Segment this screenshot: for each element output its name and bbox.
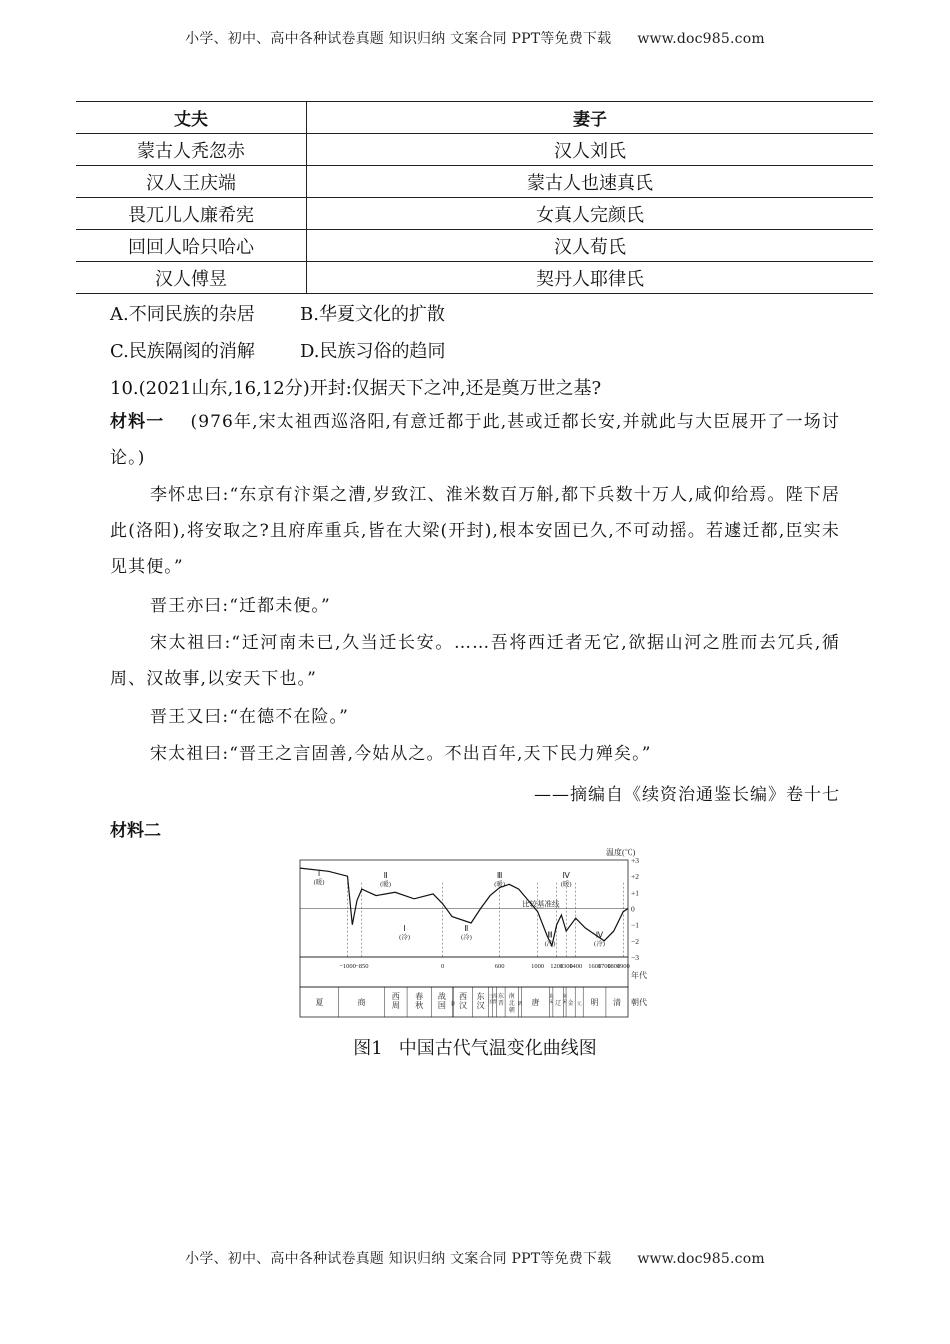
- table-cell: 契丹人耶律氏: [307, 262, 874, 294]
- y-tick-label: −3: [631, 953, 639, 962]
- table-row: [76, 230, 873, 262]
- dynasty-label: 商: [357, 998, 366, 1007]
- period-label: Ⅰ: [403, 924, 406, 934]
- chart-frame: [300, 847, 647, 1017]
- x-tick-label: 1600: [588, 963, 602, 970]
- table-cell: 汉人刘氏: [307, 134, 874, 166]
- table-row: [76, 198, 873, 230]
- page-header: [0, 28, 950, 48]
- dynasty-axis-title: 朝代: [631, 998, 647, 1007]
- dynasty-char: 晋: [497, 1001, 504, 1007]
- x-tick-label: 1000: [531, 963, 545, 970]
- period-note: (暖): [313, 879, 325, 887]
- material1-p3: 宋太祖曰:“迁河南未已,久当迁长安。……吾将西迁者无它,欲据山河之胜而去冗兵,循周、汉故事,以安天下也。”: [110, 633, 840, 689]
- period-label: Ⅰ: [317, 869, 321, 879]
- dynasty-label: 金: [567, 1001, 574, 1007]
- y-tick-label: 0: [631, 904, 635, 914]
- y-tick-label: −2: [631, 936, 639, 946]
- y-tick-label: +1: [631, 888, 639, 898]
- dynasty-char: 战: [437, 992, 446, 1001]
- table-cell: 汉人王庆端: [76, 166, 307, 198]
- x-tick-label: 1300: [559, 963, 573, 970]
- dynasty-char: 东: [476, 992, 485, 1001]
- period-label: Ⅱ: [464, 924, 469, 934]
- option-a: A.不同民族的杂居: [110, 304, 255, 325]
- dynasty-label: 元: [576, 1001, 582, 1006]
- table-header-husband: 丈夫: [76, 102, 307, 134]
- x-tick-label: 1400: [569, 963, 583, 970]
- x-axis-title: 年代: [631, 971, 647, 980]
- table-cell: 蒙古人秃忽赤: [76, 134, 307, 166]
- dynasty-label: 夏: [315, 998, 324, 1007]
- y-tick-label: +3: [631, 856, 639, 865]
- option-c: C.民族隔阂的消解: [110, 341, 255, 362]
- dynasty-char: 晋: [492, 998, 497, 1004]
- dynasty-label: 明: [590, 998, 599, 1007]
- period-note: (暖): [380, 880, 391, 888]
- baseline-label: 比较基准线: [522, 899, 560, 909]
- table-cell: 畏兀儿人廉希宪: [76, 198, 307, 230]
- x-tick-label: −1000: [339, 963, 356, 970]
- x-tick-label: 600: [494, 963, 505, 970]
- x-tick-label: 0: [440, 963, 445, 970]
- table-row: [76, 262, 873, 294]
- material1-p2: 晋王亦曰:“迁都未便。”: [150, 596, 331, 616]
- table-header-row: [76, 102, 873, 134]
- table-cell: 回回人哈只哈心: [76, 230, 307, 262]
- table-cell: 女真人完颜氏: [307, 198, 874, 230]
- dynasty-char: 东: [497, 994, 504, 1000]
- dynasty-label: 清: [612, 998, 621, 1007]
- option-b: B.华夏文化的扩散: [300, 304, 445, 325]
- dynasty-char: 秋: [415, 1001, 424, 1010]
- table-cell: 汉人荀氏: [307, 230, 874, 262]
- dynasty-char: 国: [488, 998, 493, 1004]
- period-label: Ⅳ: [562, 870, 570, 880]
- y-tick-label: −1: [631, 920, 639, 930]
- figure-title: 中国古代气温变化曲线图: [398, 1038, 597, 1059]
- temperature-chart: [298, 845, 658, 1020]
- figure-caption: [0, 1034, 950, 1060]
- period-label: Ⅲ: [496, 870, 503, 880]
- dynasty-char: 三: [488, 993, 493, 999]
- page-footer: [0, 1248, 950, 1268]
- dynasty-label: 唐: [531, 998, 540, 1007]
- material2-label: 材料二: [110, 821, 161, 841]
- option-d: D.民族习俗的趋同: [300, 341, 446, 362]
- dynasty-char: 宋: [562, 998, 567, 1004]
- y-axis-title: 温度(℃): [606, 848, 636, 857]
- dynasty-char: 国: [437, 1001, 446, 1010]
- period-note: (冷): [544, 940, 556, 948]
- table-cell: 蒙古人也速真氏: [307, 166, 874, 198]
- dynasty-char: 西: [391, 992, 400, 1001]
- dynasty-label: 辽: [555, 1001, 562, 1007]
- period-label: Ⅳ: [595, 930, 604, 940]
- figure-number: 图1: [353, 1038, 383, 1059]
- period-label: Ⅱ: [383, 870, 388, 880]
- dynasty-label: 隋: [517, 1001, 523, 1006]
- table-row: [76, 134, 873, 166]
- period-note: (暖): [494, 880, 506, 888]
- dynasty-char: 北: [508, 1001, 515, 1007]
- material1-intro-text: (976年,宋太祖西巡洛阳,有意迁都于此,甚或迁都长安,并就此与大臣展开了一场讨论。): [110, 412, 840, 468]
- x-tick-label: −850: [355, 963, 369, 970]
- table-cell: 汉人傅昱: [76, 262, 307, 294]
- dynasty-char: 周: [391, 1001, 400, 1010]
- dynasty-char: 汉: [476, 1001, 485, 1010]
- dynasty-char: 宋: [548, 998, 554, 1004]
- question-10: 10.(2021山东,16,12分)开封:仅据天下之冲,还是奠万世之基?: [110, 378, 602, 399]
- year-band: [300, 957, 628, 987]
- footer-url: www.doc985.com: [637, 1251, 765, 1267]
- y-tick-label: +2: [631, 872, 639, 882]
- table-header-wife: 妻子: [307, 102, 874, 134]
- dynasty-char: 北: [548, 993, 554, 999]
- period-label: Ⅲ: [547, 930, 553, 940]
- header-url: www.doc985.com: [637, 31, 765, 47]
- period-note: (冷): [594, 940, 605, 948]
- material1-p5: 宋太祖曰:“晋王之言固善,今姑从之。不出百年,天下民力殚矣。”: [150, 744, 652, 764]
- dynasty-char: 西: [492, 993, 497, 999]
- material1-p4: 晋王又曰:“在德不在险。”: [150, 707, 349, 727]
- dynasty-char: 西: [459, 992, 468, 1001]
- x-tick-label: 1800: [607, 963, 621, 970]
- period-note: (冷): [399, 934, 411, 942]
- dynasty-label: 秦: [450, 1001, 456, 1006]
- table-row: [76, 166, 873, 198]
- dynasty-char: 南: [562, 993, 567, 999]
- material1-p1: 李怀忠曰:“东京有汴渠之漕,岁致江、淮米数百万斛,都下兵数十万人,咸仰给焉。陛下居此(洛阳),将安取之?且府库重兵,皆在大梁(开封),根本安固已久,不可动摇。若遽迁都,臣实未见其便。”: [110, 485, 840, 577]
- x-tick-label: 1700: [597, 963, 611, 970]
- x-tick-label: 1200: [550, 963, 564, 970]
- x-tick-label: 1900: [616, 963, 630, 970]
- marriage-table: [76, 101, 873, 294]
- footer-text: 小学、初中、高中各种试卷真题 知识归纳 文案合同 PPT等免费下载: [185, 1251, 612, 1267]
- dynasty-char: 汉: [459, 1001, 468, 1010]
- dynasty-char: 朝: [508, 1008, 515, 1014]
- period-note: (暖): [560, 880, 572, 888]
- dynasty-char: 南: [508, 994, 515, 1000]
- period-note: (冷): [460, 934, 472, 942]
- header-text: 小学、初中、高中各种试卷真题 知识归纳 文案合同 PPT等免费下载: [185, 31, 612, 47]
- material1-label: 材料一: [110, 412, 165, 432]
- dynasty-char: 春: [415, 992, 424, 1001]
- material1-intro: [110, 404, 840, 476]
- material1-source: ——摘编自《续资治通鉴长编》卷十七: [534, 785, 840, 805]
